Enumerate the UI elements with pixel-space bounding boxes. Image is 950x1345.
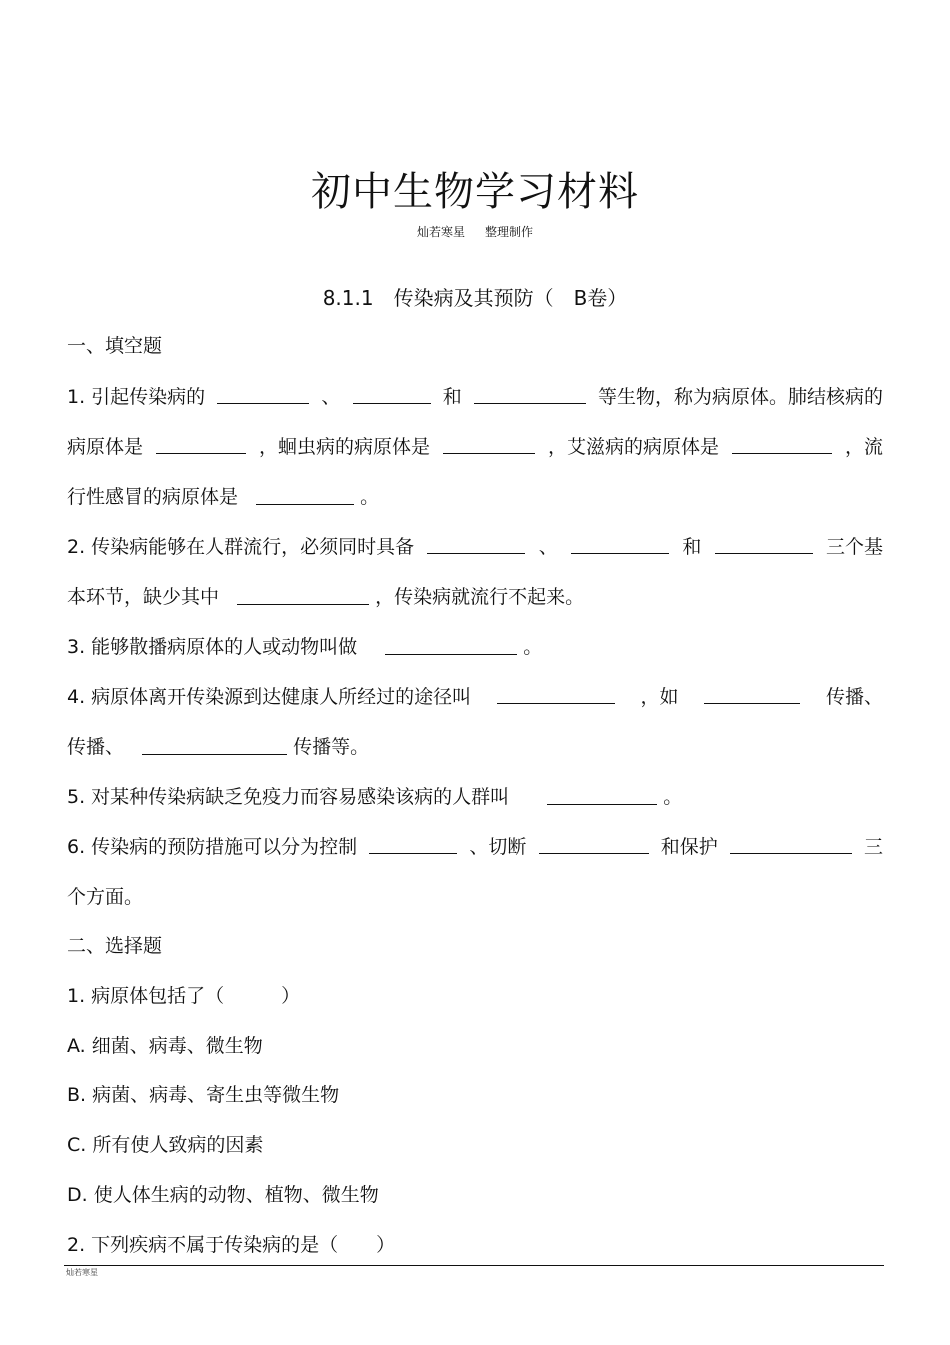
q1-text-j: 。	[360, 486, 380, 508]
mc-option-c[interactable]: C. 所有使人致病的因素	[67, 1134, 264, 1156]
q4-text-b: ，如	[640, 686, 679, 708]
q4-text-e: 传播等。	[293, 736, 370, 758]
q1-blank-7[interactable]	[256, 484, 354, 505]
footer-divider	[64, 1265, 884, 1266]
q6-text-a: 6. 传染病的预防措施可以分为控制	[67, 836, 358, 858]
credit-text: 整理制作	[485, 225, 534, 239]
q1-blank-6[interactable]	[732, 433, 832, 454]
author-name: 灿若寒星	[416, 225, 465, 239]
q1-text-a: 1. 引起传染病的	[67, 386, 206, 408]
q5-line	[67, 783, 883, 811]
q3-line	[67, 633, 883, 661]
mc-option-d[interactable]: D. 使人体生病的动物、植物、微生物	[67, 1184, 379, 1206]
q2-text-f: ，传染病就流行不起来。	[375, 586, 585, 608]
mc-option-a[interactable]: A. 细菌、病毒、微生物	[67, 1035, 263, 1057]
section-title: 8.1.1 传染病及其预防（ B卷）	[322, 286, 628, 310]
q2-line-2	[67, 583, 883, 611]
q1-blank-4[interactable]	[156, 433, 246, 454]
footer-text: 灿若寒星	[66, 1268, 98, 1277]
q1-line-1	[67, 383, 883, 411]
q3-text-a: 3. 能够散播病原体的人或动物叫做	[67, 636, 358, 658]
q2-line-1	[67, 533, 883, 561]
q1-blank-3[interactable]	[474, 383, 586, 404]
q4-text-d: 传播、	[67, 736, 125, 758]
q2-blank-4[interactable]	[237, 584, 369, 605]
q1-text-i: 行性感冒的病原体是	[67, 486, 239, 508]
q4-text-a: 4. 病原体离开传染源到达健康人所经过的途径叫	[67, 686, 472, 708]
q4-line-1	[67, 683, 883, 711]
q2-text-a: 2. 传染病能够在人群流行，必须同时具备	[67, 536, 415, 558]
q1-text-h: ，流	[844, 436, 883, 458]
q1-blank-5[interactable]	[443, 433, 535, 454]
document-subtitle	[0, 224, 950, 240]
q6-line-1	[67, 833, 883, 861]
mc-question-2: 2. 下列疾病不属于传染病的是（ ）	[67, 1234, 396, 1256]
q2-text-d: 三个基	[825, 536, 883, 558]
q5-blank-1[interactable]	[547, 784, 657, 805]
q4-blank-1[interactable]	[497, 683, 615, 704]
q4-blank-2[interactable]	[704, 683, 800, 704]
document-title: 初中生物学习材料	[311, 169, 639, 215]
q4-blank-3[interactable]	[142, 734, 287, 755]
mc-question-1: 1. 病原体包括了（ ）	[67, 985, 301, 1007]
q1-line-2	[67, 433, 883, 461]
q6-blank-2[interactable]	[539, 833, 649, 854]
q6-line-2	[67, 883, 883, 911]
q1-text-b: 、	[321, 386, 341, 408]
q3-text-b: 。	[523, 636, 543, 658]
q2-text-b: 、	[538, 536, 558, 558]
q1-text-e: 病原体是	[67, 436, 144, 458]
q1-blank-1[interactable]	[217, 383, 309, 404]
part1-heading: 一、填空题	[67, 335, 163, 357]
q6-text-d: 三	[863, 836, 883, 858]
q1-line-3	[67, 483, 883, 511]
mc-option-b[interactable]: B. 病菌、病毒、寄生虫等微生物	[67, 1084, 340, 1106]
q6-text-e: 个方面。	[67, 886, 144, 908]
q4-text-c: 传播、	[825, 686, 883, 708]
q6-blank-3[interactable]	[730, 833, 852, 854]
q2-blank-2[interactable]	[571, 533, 669, 554]
q2-blank-1[interactable]	[427, 533, 525, 554]
q5-text-b: 。	[663, 786, 683, 808]
q3-blank-1[interactable]	[385, 634, 517, 655]
q2-text-c: 和	[682, 536, 702, 558]
q6-text-b: 、切断	[469, 836, 527, 858]
q1-text-g: ，艾滋病的病原体是	[547, 436, 719, 458]
q6-blank-1[interactable]	[369, 833, 457, 854]
q5-text-a: 5. 对某种传染病缺乏免疫力而容易感染该病的人群叫	[67, 786, 510, 808]
q2-blank-3[interactable]	[715, 533, 813, 554]
q1-blank-2[interactable]	[353, 383, 431, 404]
part2-heading: 二、选择题	[67, 935, 163, 957]
q1-text-f: ，蛔虫病的病原体是	[258, 436, 430, 458]
q2-text-e: 本环节，缺少其中	[67, 586, 220, 608]
q1-text-c: 和	[442, 386, 462, 408]
q1-text-d: 等生物，称为病原体。肺结核病的	[597, 386, 883, 408]
q6-text-c: 和保护	[660, 836, 718, 858]
q4-line-2	[67, 733, 883, 761]
